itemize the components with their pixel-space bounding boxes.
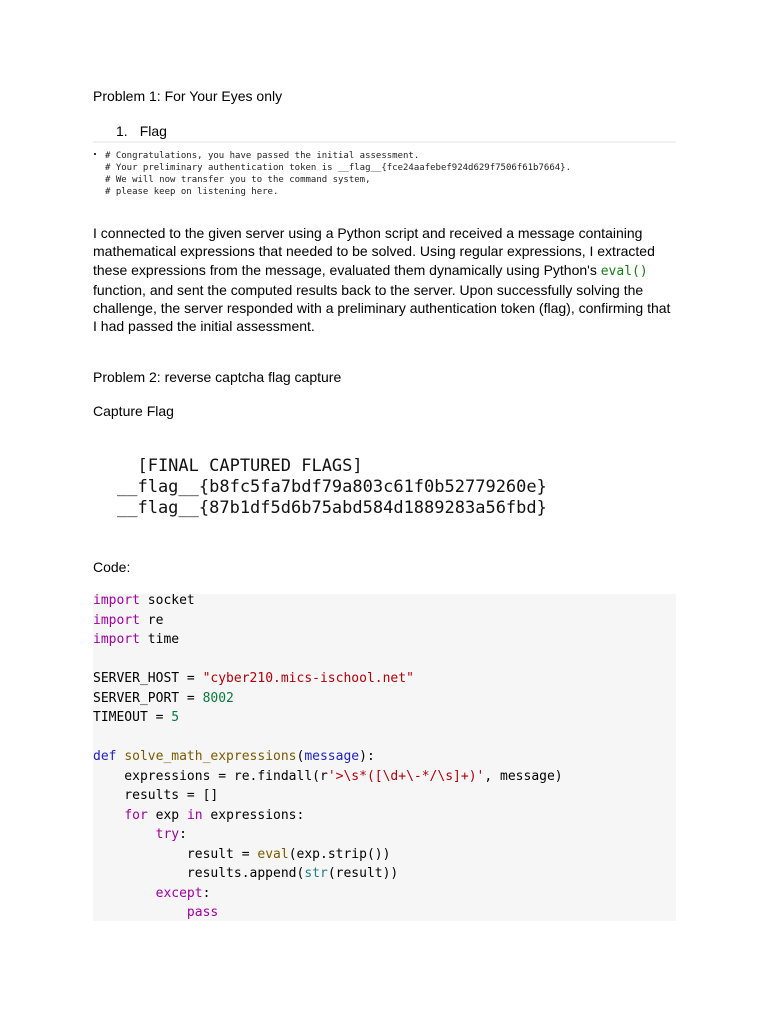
keyword: import [93,612,140,628]
code-line [93,886,210,902]
flag-line: __flag__{87b1df5d6b75abd584d1889283a56fbd} [117,498,547,518]
code-text: results.append( [93,866,305,881]
keyword: import [93,593,140,608]
punct: ( [296,749,305,764]
code-line [93,632,179,648]
module-name: time [139,632,180,647]
problem2-heading: Problem 2: reverse captcha flag capture [93,369,342,385]
bullet-dot [94,153,96,155]
keyword: pass [186,905,219,920]
terminal-line: # We will now transfer you to the command system, [105,175,371,185]
flag-line: __flag__{b8fc5fa7bdf79a803c61f0b52779260e} [117,477,547,497]
variable: TIMEOUT = [93,710,172,725]
module-name: socket [139,593,195,608]
code-line [93,710,179,726]
variable: SERVER_PORT = [93,690,203,706]
paragraph-text: function, and sent the computed results back to the server. Upon successfully solving the challenge, the server responded with a preliminary authentication token (flag), confirming that I had passed the initial assessment. [93,281,671,335]
code-line [93,691,234,707]
indent [93,886,156,901]
keyword: def [93,749,117,764]
terminal-line: # Your preliminary authentication token is __flag__{fce24aafebef924d629f7506f61b7664}. [105,163,571,173]
keyword: except [155,885,203,901]
code-text: (exp.strip()) [288,846,391,862]
code-line [93,749,375,765]
punct: : [202,885,211,901]
parameter: message [304,749,360,764]
punct: ): [359,749,375,764]
flags-title: [FINAL CAPTURED FLAGS] [117,456,363,476]
string-literal: "cyber210.mics-ischool.net" [202,671,414,686]
keyword: in [186,807,203,823]
terminal-line: # Congratulations, you have passed the initial assessment. [105,151,420,161]
indent [93,905,187,920]
inline-code: eval() [600,263,648,279]
keyword: for [124,807,148,823]
code-text: , message) [484,768,563,784]
code-line: results = [] [93,788,219,803]
code-text: exp [147,807,187,823]
code-line [93,905,218,921]
string-literal: '>\s*([\d+\-*/\s]+)' [327,768,485,784]
code-text: expressions = re.findall(r [93,768,328,784]
code-line [93,613,163,629]
keyword: try [155,827,180,842]
code-line [93,808,304,824]
indent [93,827,156,842]
captured-flags-image [117,456,547,519]
list-number: 1. [116,123,128,139]
capture-flag-heading: Capture Flag [93,403,174,419]
builtin: str [304,866,328,881]
builtin: eval [257,846,289,862]
code-line [93,866,398,882]
function-name: solve_math_expressions [124,749,297,764]
code-line [93,847,390,863]
number-literal: 5 [171,710,180,725]
paragraph-text: I connected to the given server using a Python script and received a message containing mathematical expressions that needed to be solved. Using regular expressions, I extracted these expressions from the message, evaluated them dynamically using Python's [93,225,655,278]
code-line [93,671,414,687]
terminal-line: # please keep on listening here. [105,187,279,197]
module-name: re [139,612,164,628]
code-text: result = [93,846,258,862]
code-line [93,593,195,609]
punct: : [179,827,187,842]
code-block [93,594,676,921]
variable: SERVER_HOST = [93,671,203,686]
problem1-heading: Problem 1: For Your Eyes only [93,88,283,104]
terminal-screenshot [93,141,676,197]
indent [93,808,124,823]
list-label: Flag [139,123,167,139]
code-line [93,827,187,843]
code-text: (result)) [327,866,399,881]
code-line [93,769,563,785]
problem1-paragraph [93,224,673,336]
keyword: import [93,632,140,647]
code-text: expressions: [202,807,305,823]
list-item-flag [116,123,167,139]
number-literal: 8002 [202,690,234,706]
code-label: Code: [93,559,131,575]
